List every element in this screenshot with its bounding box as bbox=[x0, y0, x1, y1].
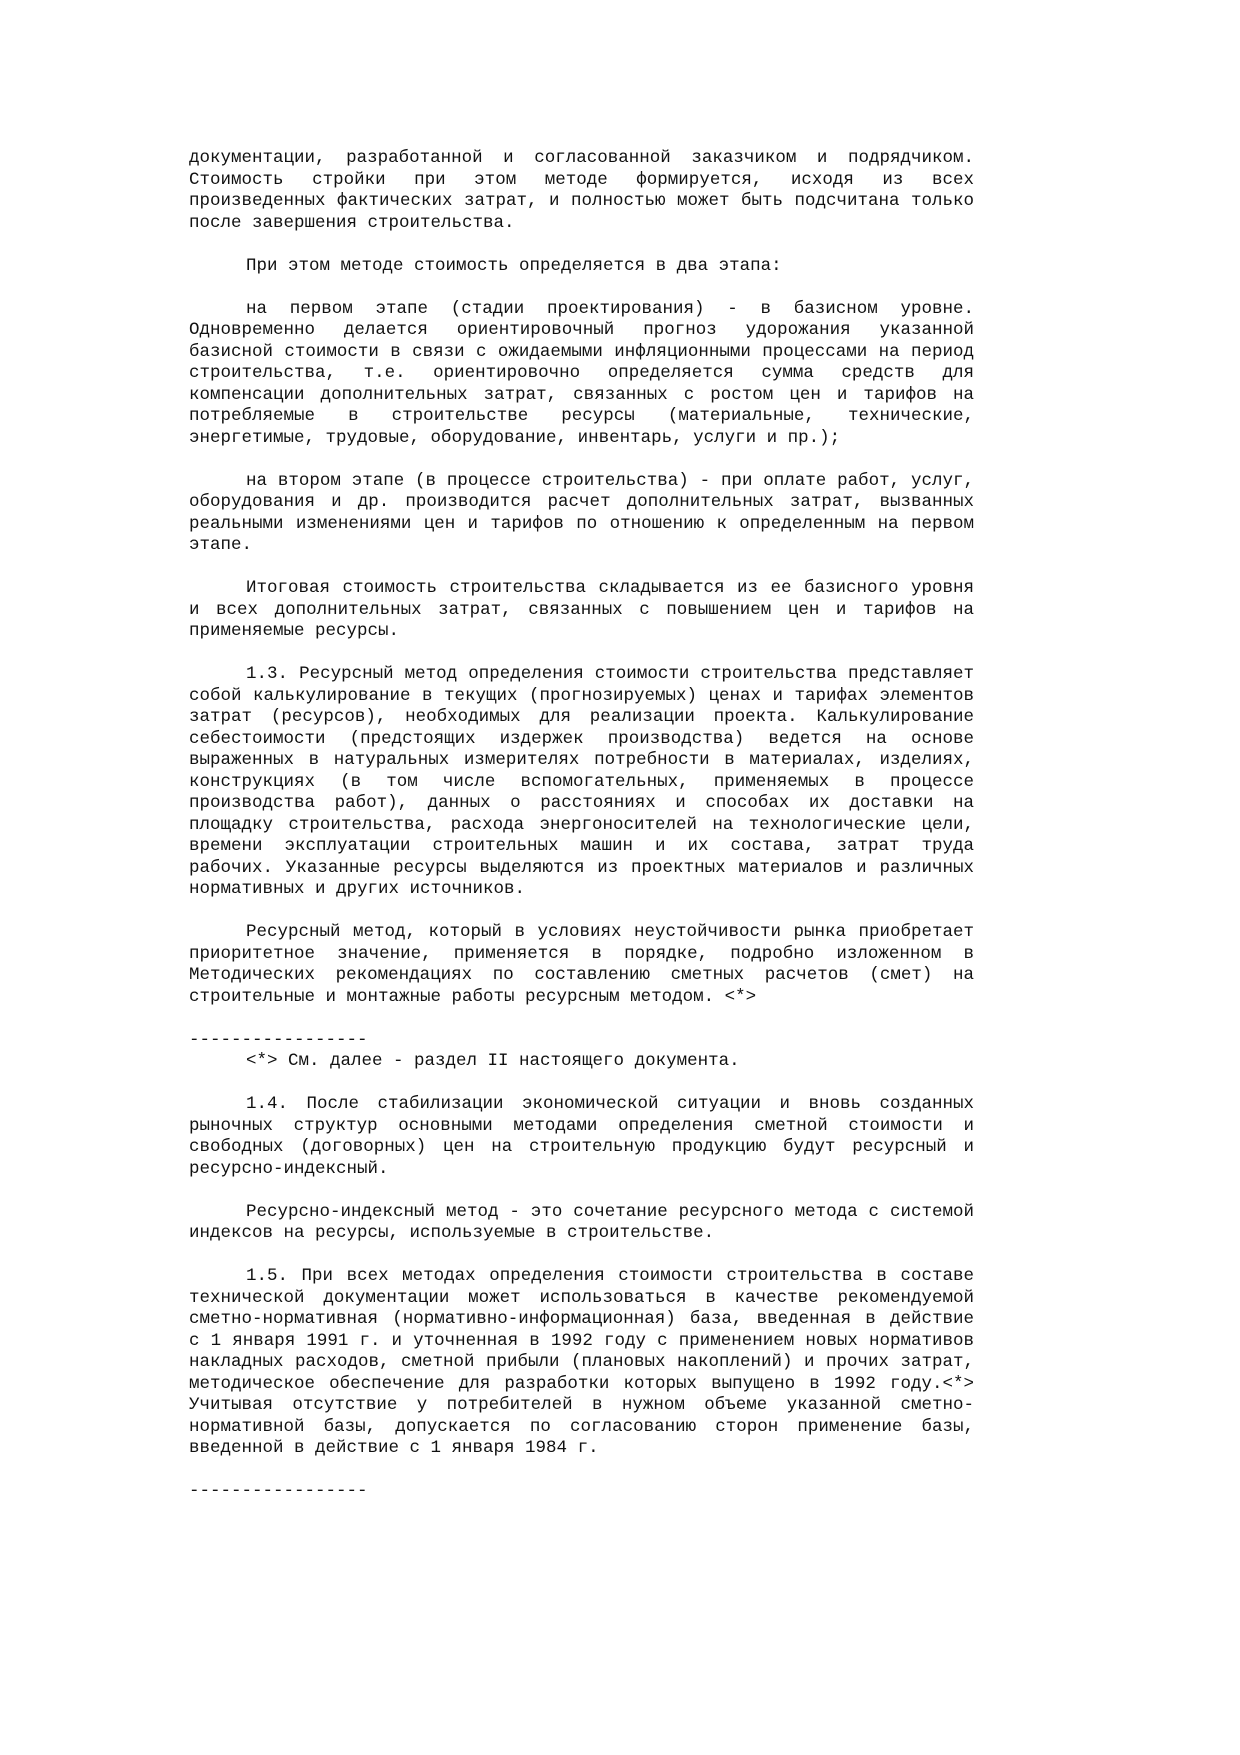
paragraph-two-stages: При этом методе стоимость определяется в два этапа: bbox=[246, 255, 782, 276]
paragraph-resource-method: Ресурсный метод, который в условиях неустойчивости рынка приобретает приоритетное значение, применяется в порядке, подробно изложенном в Методических рекомендациях по составлению сметных расчетов (смет) на строительные и монтажные работы ресурсным методом. <*> bbox=[189, 922, 974, 1007]
paragraph-second-stage: на втором этапе (в процессе строительства) - при оплате работ, услуг, оборудования и др. производится расчет дополнительных затрат, вызванных реальными изменениями цен и тарифов по отношению к определенным на первом этапе. bbox=[189, 470, 974, 555]
paragraph-section-1-3: 1.3. Ресурсный метод определения стоимости строительства представляет собой калькулирование в текущих (прогнозируемых) ценах и тарифах элементов затрат (ресурсов), необходимых для реализации проекта. Калькулирование себестоимости (предстоящих издержек производства) ведется на основе выраженных в натуральных измерителях потребности в материалах, изделиях, конструкциях (в том числе вспомогательных, применяемых в процессе производства работ), данных о расстояниях и способах их доставки на площадку строительства, расхода энергоносителей на технологические цели, времени эксплуатации строительных машин и их состава, затрат труда рабочих. Указанные ресурсы выделяются из проектных материалов и различных нормативных и других источников. bbox=[189, 664, 974, 899]
footnote-separator: ----------------- bbox=[189, 1029, 368, 1050]
paragraph-first-stage: на первом этапе (стадии проектирования) - в базисном уровне. Одновременно делается ориентировочный прогноз удорожания указанной базисной стоимости в связи с ожидаемыми инфляционными процессами на период строительства, т.е. ориентировочно определяется сумма средств для компенсации дополнительных затрат, связанных с ростом цен и тарифов на потребляемые в строительстве ресурсы (материальные, технические, энергетимые, трудовые, оборудование, инвентарь, услуги и пр.); bbox=[189, 298, 974, 448]
paragraph-continuation: документации, разработанной и согласованной заказчиком и подрядчиком. Стоимость стройки при этом методе формируется, исходя из всех произведенных фактических затрат, и полностью может быть подсчитана только после завершения строительства. bbox=[189, 148, 974, 233]
footnote-text: <*> См. далее - раздел II настоящего документа. bbox=[246, 1051, 740, 1071]
footnote-separator-bottom: ----------------- bbox=[189, 1481, 368, 1501]
paragraph-resource-index-method: Ресурсно-индексный метод - это сочетание ресурсного метода с системой индексов на ресурсы, используемые в строительстве. bbox=[189, 1201, 974, 1243]
paragraph-total-cost: Итоговая стоимость строительства складывается из ее базисного уровня и всех дополнительных затрат, связанных с повышением цен и тарифов на применяемые ресурсы. bbox=[189, 578, 974, 641]
paragraph-section-1-5: 1.5. При всех методах определения стоимости строительства в составе технической документации может использоваться в качестве рекомендуемой сметно-нормативная (нормативно-информационная) база, введенная в действие с 1 января 1991 г. и уточненная в 1992 году с применением новых нормативов накладных расходов, сметной прибыли (плановых накоплений) и прочих затрат, методическое обеспечение для разработки которых выпущено в 1992 году.<*> Учитывая отсутствие у потребителей в нужном объеме указанной сметно-нормативной базы, допускается по согласованию сторон применение базы, введенной в действие с 1 января 1984 г. bbox=[189, 1266, 974, 1458]
document-page bbox=[189, 148, 974, 1503]
paragraph-section-1-4: 1.4. После стабилизации экономической ситуации и вновь созданных рыночных структур основными методами определения сметной стоимости и свободных (договорных) цен на строительную продукцию будут ресурсный и ресурсно-индексный. bbox=[189, 1094, 974, 1179]
